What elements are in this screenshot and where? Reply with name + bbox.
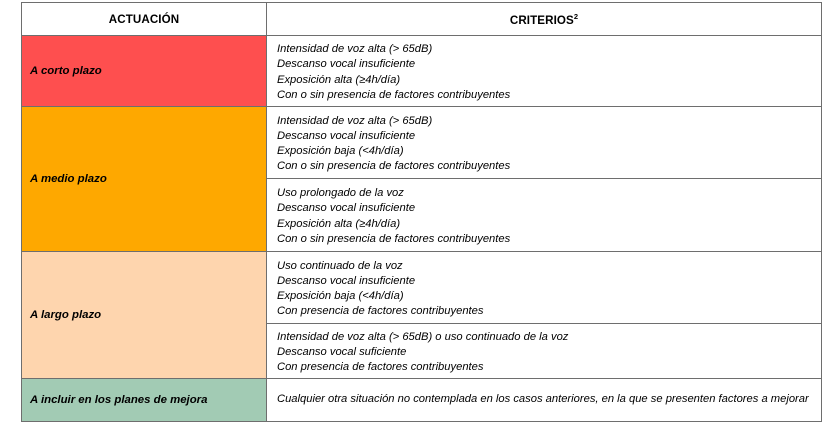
actuacion-cell-mejora: A incluir en los planes de mejora [22,379,267,422]
criterio-line: Con presencia de factores contribuyentes [277,305,484,318]
table-row [22,379,822,422]
criterios-cell [267,252,822,324]
criterio-line: Descanso vocal insuficiente [277,274,416,287]
criterios-cell [267,36,822,107]
actuacion-cell-largo: A largo plazo [22,252,267,379]
criterios-cell [267,179,822,252]
header-criterios-footnote: 2 [573,11,579,21]
criterio-line: Uso continuado de la voz [277,259,403,272]
criterio-line: Cualquier otra situación no contemplada en los casos anteriores, en la que se presenten factores a mejorar [277,393,809,406]
actuacion-cell-corto: A corto plazo [22,36,267,107]
table-row [22,36,822,107]
criterio-line: Con o sin presencia de factores contribuyentes [277,160,511,173]
criterio-line: Uso prolongado de la voz [277,187,404,200]
criterio-line: Intensidad de voz alta (> 65dB) [277,43,433,56]
criteria-table [21,2,822,422]
criterios-cell [267,379,822,422]
criterio-line: Descanso vocal insuficiente [277,129,416,142]
criterio-line: Descanso vocal insuficiente [277,58,416,71]
criterio-line: Exposición baja (<4h/día) [277,290,404,302]
header-row [22,3,822,36]
criterios-cell [267,107,822,179]
criterio-line: Con presencia de factores contribuyentes [277,361,484,374]
header-criterios [267,3,822,36]
criterio-line: Descanso vocal suficiente [277,345,407,358]
header-actuacion [22,3,267,36]
header-criterios-label: CRITERIOS [509,13,574,27]
actuacion-cell-medio: A medio plazo [22,107,267,252]
criterio-line: Con o sin presencia de factores contribuyentes [277,232,511,245]
table-row [22,107,822,179]
criterio-line: Descanso vocal insuficiente [277,202,416,215]
criterio-line: Exposición alta (≥4h/día) [277,73,401,86]
criterio-line: Con o sin presencia de factores contribuyentes [277,88,511,101]
table-row [22,252,822,324]
criterios-cell [267,324,822,379]
criterio-line: Exposición alta (≥4h/día) [277,217,401,230]
criterio-line: Intensidad de voz alta (> 65dB) o uso continuado de la voz [277,330,569,343]
header-actuacion-label: ACTUACIÓN [108,12,180,26]
criterio-line: Exposición baja (<4h/día) [277,145,404,157]
criterio-line: Intensidad de voz alta (> 65dB) [277,114,433,127]
